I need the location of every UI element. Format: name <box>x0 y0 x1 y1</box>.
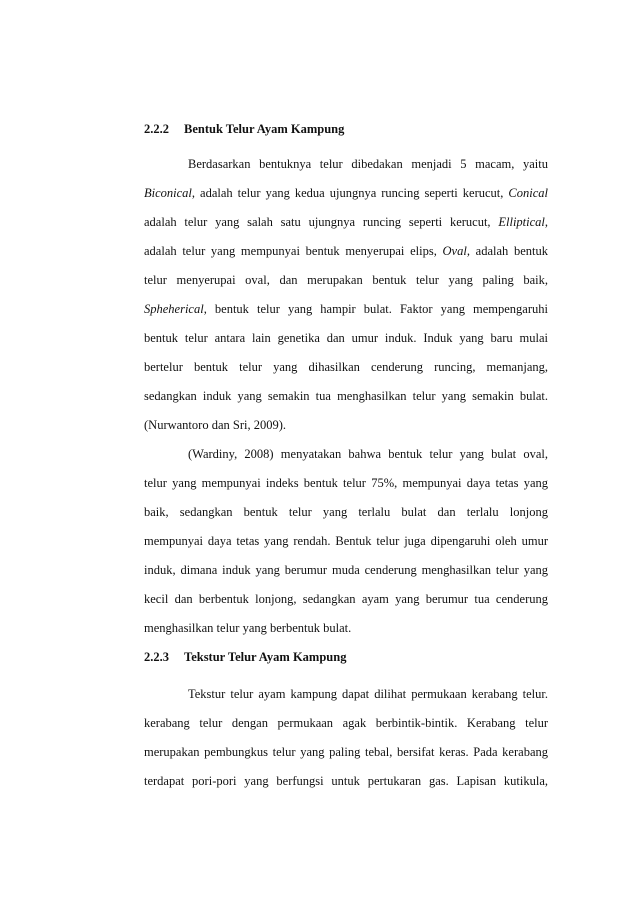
paragraph-line: merupakan pembungkus telur yang paling tebal, bersifat keras. Pada kerabang <box>144 745 548 759</box>
line-text: adalah telur yang salah satu ujungnya runcing seperti kerucut, <box>144 215 491 229</box>
line-text: , <box>544 215 549 229</box>
paragraph-line <box>144 244 548 259</box>
paragraph-line: kecil dan berbentuk lonjong, sedangkan ayam yang berumur tua cenderung <box>144 592 548 606</box>
section-heading-2-2-3 <box>144 650 346 665</box>
paragraph-line: mempunyai daya tetas yang rendah. Bentuk telur juga dipengaruhi oleh umur <box>144 534 548 548</box>
paragraph-line <box>144 186 548 201</box>
paragraph-line: baik, sedangkan bentuk telur yang terlalu bulat dan terlalu lonjong <box>144 505 548 519</box>
section-heading-2-2-2 <box>144 122 344 137</box>
line-text: adalah bentuk <box>475 244 548 258</box>
paragraph-line: bertelur bentuk telur yang dihasilkan cenderung runcing, memanjang, <box>144 360 548 374</box>
section-number: 2.2.2 <box>144 122 169 136</box>
term-conical: Conical <box>508 186 548 200</box>
paragraph-line <box>144 215 548 230</box>
line-text: , adalah telur yang kedua ujungnya runcing seperti kerucut, <box>191 186 504 200</box>
paragraph-line: telur menyerupai oval, dan merupakan bentuk telur yang paling baik, <box>144 273 548 287</box>
paragraph-line: induk, dimana induk yang berumur muda cenderung menghasilkan telur yang <box>144 563 548 577</box>
paragraph-line: sedangkan induk yang semakin tua menghasilkan telur yang semakin bulat. <box>144 389 548 403</box>
paragraph-line: bentuk telur antara lain genetika dan umur induk. Induk yang baru mulai <box>144 331 548 345</box>
paragraph-line: menghasilkan telur yang berbentuk bulat. <box>144 621 352 635</box>
section-number: 2.2.3 <box>144 650 169 664</box>
line-text: adalah telur yang mempunyai bentuk menyerupai elips, <box>144 244 437 258</box>
paragraph-line: Tekstur telur ayam kampung dapat dilihat permukaan kerabang telur. <box>188 687 548 701</box>
paragraph-line: (Wardiny, 2008) menyatakan bahwa bentuk telur yang bulat oval, <box>188 447 548 461</box>
term-biconical: Biconical <box>144 186 192 200</box>
term-spheherical: Spheherical <box>144 302 204 316</box>
paragraph-line: Berdasarkan bentuknya telur dibedakan menjadi 5 macam, yaitu <box>188 157 548 171</box>
term-elliptical: Elliptical <box>498 215 545 229</box>
paragraph-line: telur yang mempunyai indeks bentuk telur 75%, mempunyai daya tetas yang <box>144 476 548 490</box>
paragraph-line <box>144 302 548 317</box>
paragraph-line: kerabang telur dengan permukaan agak berbintik-bintik. Kerabang telur <box>144 716 548 730</box>
section-title: Bentuk Telur Ayam Kampung <box>184 122 345 136</box>
term-oval: Oval, <box>442 244 470 258</box>
section-title: Tekstur Telur Ayam Kampung <box>184 650 347 664</box>
line-text: , bentuk telur yang hampir bulat. Faktor yang mempengaruhi <box>203 302 548 316</box>
paragraph-line: (Nurwantoro dan Sri, 2009). <box>144 418 286 432</box>
paragraph-line: terdapat pori-pori yang berfungsi untuk pertukaran gas. Lapisan kutikula, <box>144 774 548 788</box>
